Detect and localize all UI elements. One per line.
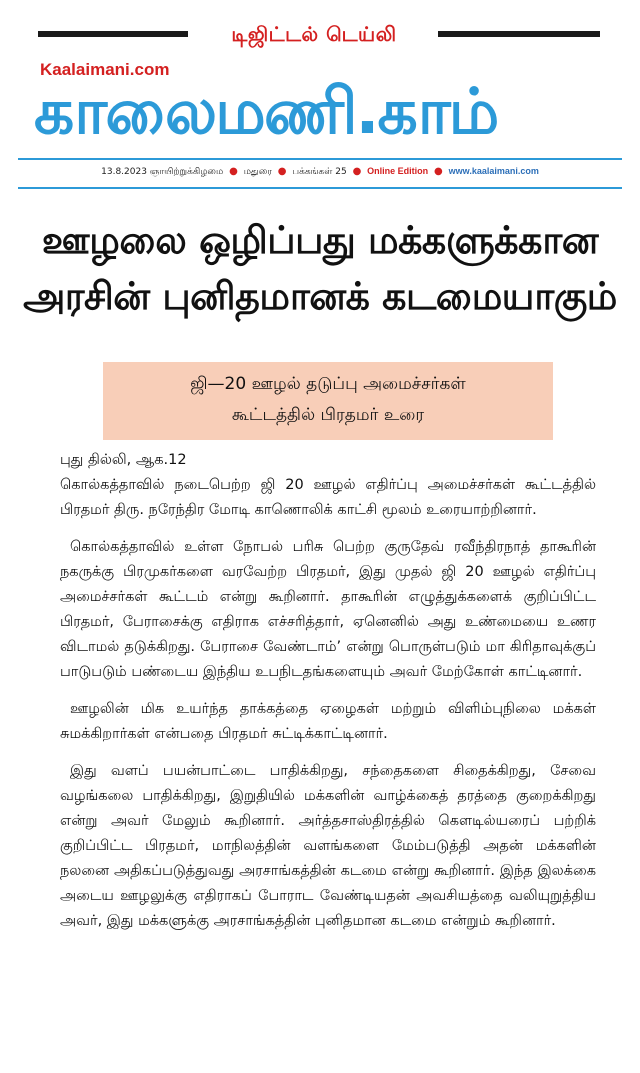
article-body	[60, 448, 596, 946]
masthead-divider-top	[18, 158, 622, 160]
masthead-divider-bottom	[18, 187, 622, 189]
article-subhead-box	[103, 362, 553, 440]
article-paragraph: ஊழலின் மிக உயர்ந்த தாக்கத்தை ஏழைகள் மற்றும் விளிம்புநிலை மக்கள் சுமக்கிறார்கள் என்பதை பிரதமர் சுட்டிக்காட்டினார்.	[60, 701, 596, 742]
article-dateline: புது தில்லி, ஆக.12	[60, 452, 187, 468]
headline-line-2: அரசின் புனிதமானக் கடமையாகும்	[23, 274, 617, 318]
masthead	[0, 0, 640, 160]
headline-line-1: ஊழலை ஒழிப்பது மக்களுக்கான	[41, 218, 599, 262]
site-url: Kaalaimani.com	[40, 60, 170, 79]
edition-info-bar	[0, 166, 640, 178]
bullet-icon: ●	[229, 166, 238, 177]
article-headline	[20, 212, 620, 324]
article-paragraph: கொல்கத்தாவில் நடைபெற்ற ஜி 20 ஊழல் எதிர்ப்பு அமைச்சர்கள் கூட்டத்தில் பிரதமர் திரு. நரேந்திர மோடி காணொலிக் காட்சி மூலம் உரையாற்றினார்.	[60, 477, 596, 518]
masthead-rule-left	[38, 31, 188, 37]
website-link[interactable]: www.kaalaimani.com	[448, 166, 539, 176]
masthead-rule-right	[438, 31, 600, 37]
subhead-line-2: கூட்டத்தில் பிரதமர் உரை	[231, 405, 425, 425]
article-paragraph: இது வளப் பயன்பாட்டை பாதிக்கிறது, சந்தைகளை சிதைக்கிறது, சேவை வழங்கலை பாதிக்கிறது, இறுதியில் மக்களின் வாழ்க்கைத் தரத்தை குறைக்கிறது என்று அவர் மேலும் கூறினார். அர்த்தசாஸ்திரத்தில் கௌடில்யரைப் பற்றிக் குறிப்பிட்ட பிரதமர், மாநிலத்தின் வளங்களை மேம்படுத்தி அதன் மக்களின் நலனை அதிகப்படுத்துவது அரசாங்கத்தின் கடமை என்று கூறினார். இந்த இலக்கை அடைய ஊழலுக்கு எதிராகப் போராட வேண்டியதன் அவசியத்தை வலியுறுத்திய அவர், இது மக்களுக்கு அரசாங்கத்தின் புனிதமான கடமை என்றும் கூறினார்.	[60, 763, 596, 929]
edition-date: 13.8.2023 ஞாயிற்றுக்கிழமை	[101, 167, 224, 177]
bullet-icon: ●	[277, 166, 287, 177]
bullet-icon: ●	[434, 166, 443, 177]
bullet-icon: ●	[352, 166, 362, 177]
article-paragraph: கொல்கத்தாவில் உள்ள நோபல் பரிசு பெற்ற குருதேவ் ரவீந்திரநாத் தாகூரின் நகருக்கு பிரமுகர்களை வரவேற்ற பிரதமர், இது முதல் ஜி 20 ஊழல் எதிர்ப்பு அமைச்சர்கள் கூட்டம் என்று கூறினார். தாகூரின் எழுத்துக்களைக் குறிப்பிட்ட பிரதமர், பேராசைக்கு எதிராக எச்சரித்தார், ஏனெனில் அது உண்மையை உணர விடாமல் தடுக்கிறது. பேராசை வேண்டாம்’ என்று பொருள்படும் மா கிரிதாவுக்குப் பாடுபடும் பண்டைய இந்திய உபநிடதங்களையும் அவர் மேற்கோள் காட்டினார்.	[60, 539, 596, 680]
edition-city: மதுரை	[243, 167, 272, 177]
edition-label: Online Edition	[367, 166, 429, 176]
newspaper-logo: காலைமணி.காம்	[34, 75, 498, 148]
subhead-line-1: ஜி—20 ஊழல் தடுப்பு அமைச்சர்கள்	[190, 374, 466, 394]
masthead-tagline: டிஜிட்டல் டெய்லி	[231, 22, 397, 46]
edition-pages: பக்கங்கள் 25	[292, 167, 347, 177]
